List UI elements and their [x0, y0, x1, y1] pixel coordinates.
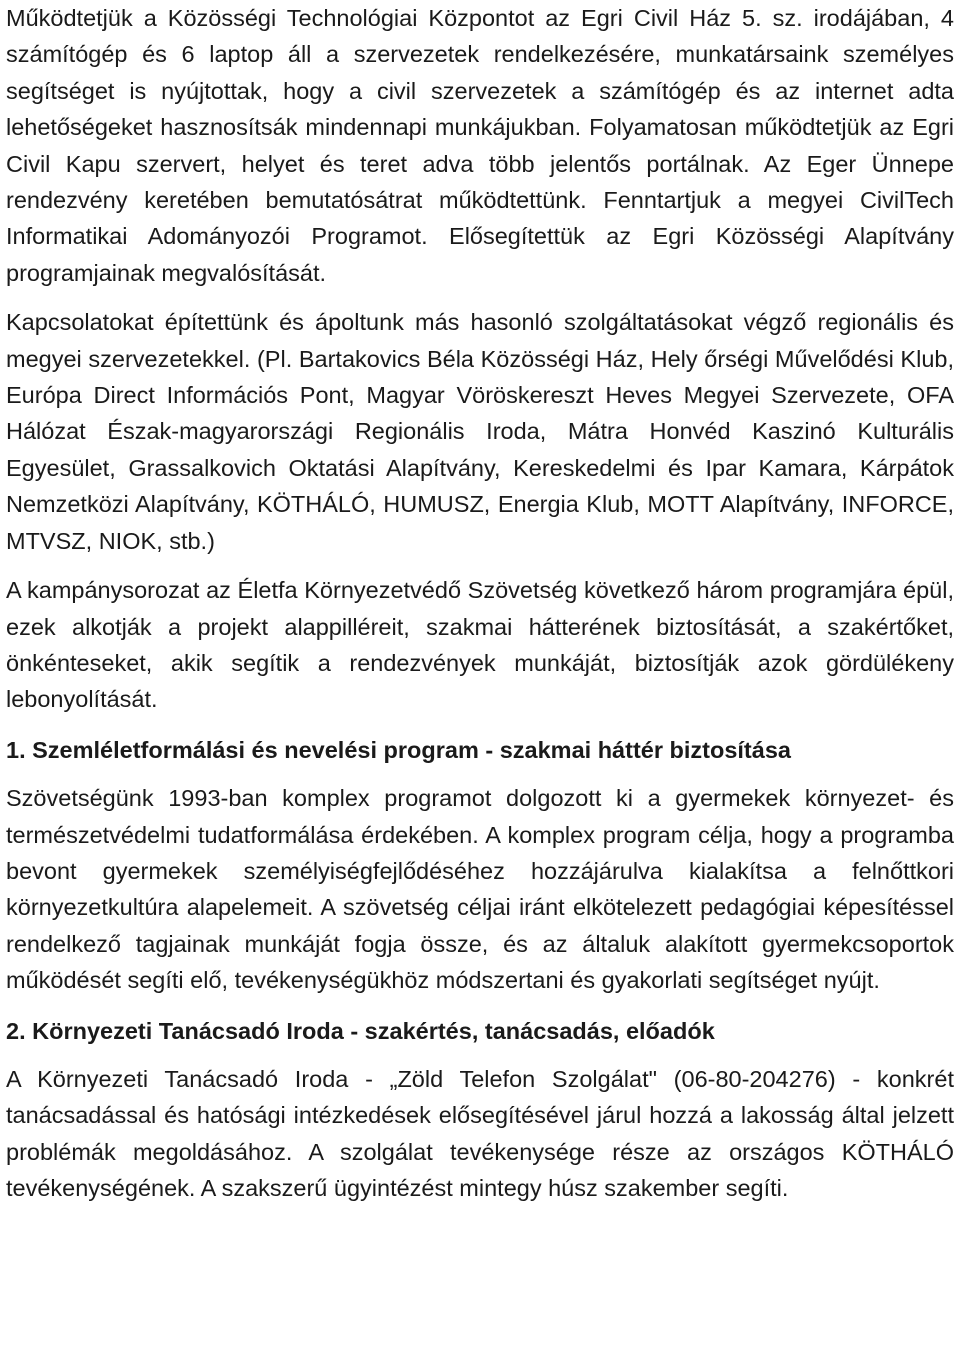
section-2-body: A Környezeti Tanácsadó Iroda - „Zöld Telefon Szolgálat" (06-80-204276) - konkrét tanácsadással és hatósági intézkedések elősegítésével járul hozzá a lakosság által jelzett problémák megoldásához. A szolgálat tevékenysége része az országos KÖTHÁLÓ tevékenységének. A szakszerű ügyintézést mintegy húsz szakember segíti. [6, 1065, 954, 1202]
paragraph-kozossegi-technologiai-kozpont: Működtetjük a Közösségi Technológiai Központot az Egri Civil Ház 5. sz. irodájában, 4 számítógép és 6 laptop áll a szervezetek rendelkezésére, munkatársaink személyes segítséget is nyújtottak, hogy a civil szervezetek a számítógép és az internet adta lehetőségeket hasznosítsák mindennapi munkájukban. Folyamatosan működtetjük az Egri Civil Kapu szervert, helyet és teret adva több jelentős portálnak. Az Eger Ünnepe rendezvény keretében bemutatósátrat működtettünk. Fenntartjuk a megyei CivilTech Informatikai Adományozói Programot. Elősegítettük az Egri Közösségi Alapítvány programjainak megvalósítását. [6, 5, 954, 286]
section-1-body: Szövetségünk 1993-ban komplex programot dolgozott ki a gyermekek környezet- és természetvédelmi tudatformálása érdekében. A komplex program célja, hogy a programba bevont gyermekek személyiségfejlődéséhez hozzájárulva kialakítsa a felnőttkori környezetkultúra alapelemeit. A szövetség céljai iránt elkötelezett pedagógiai képesítéssel rendelkező tagjainak munkáját fogja össze, és az általuk alakított gyermekcsoportok működését segíti elő, tevékenységükhöz módszertani és gyakorlati segítséget nyújt. [6, 785, 954, 994]
paragraph-kampanysorozat: A kampánysorozat az Életfa Környezetvédő Szövetség következő három programjára épül, ezek alkotják a projekt alappilléreit, szakmai hátterének biztosítását, a szakértőket, önkénteseket, akik segítik a rendezvények munkáját, biztosítják azok gördülékeny lebonyolítását. [6, 577, 954, 713]
section-2-heading: 2. Környezeti Tanácsadó Iroda - szakértés, tanácsadás, előadók [6, 1017, 715, 1044]
paragraph-kapcsolatok: Kapcsolatokat építettünk és ápoltunk más hasonló szolgáltatásokat végző regionális és megyei szervezetekkel. (Pl. Bartakovics Béla Közösségi Ház, Hely őrségi Művelődési Klub, Európa Direct Információs Pont, Magyar Vöröskereszt Heves Megyei Szervezete, OFA Hálózat Észak-magyarországi Regionális Iroda, Mátra Honvéd Kaszinó Kulturális Egyesület, Grassalkovich Oktatási Alapítvány, Kereskedelmi és Ipar Kamara, Kárpátok Nemzetközi Alapítvány, KÖTHÁLÓ, HUMUSZ, Energia Klub, MOTT Alapítvány, INFORCE, MTVSZ, NIOK, stb.) [6, 309, 954, 554]
section-1-heading: 1. Szemléletformálási és nevelési program - szakmai háttér biztosítása [6, 736, 791, 763]
